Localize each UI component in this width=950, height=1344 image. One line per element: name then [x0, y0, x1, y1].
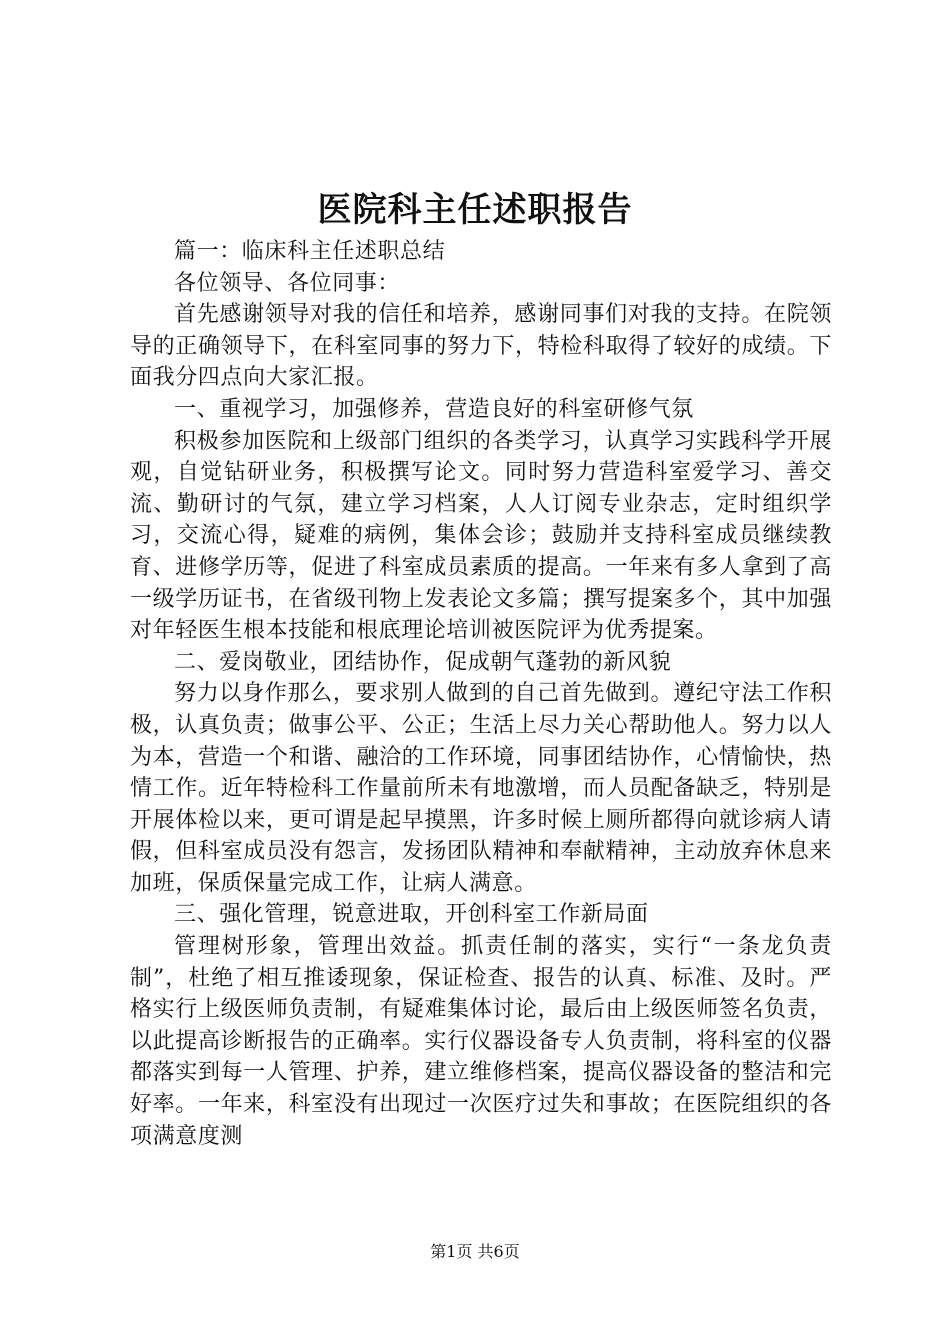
section-heading: 篇一：临床科主任述职总结 [174, 239, 446, 264]
section-heading: 二、爱岗敬业，团结协作，促成朝气蓬勃的新风貌 [174, 649, 672, 675]
page-footer: 第1页 共6页 [430, 1242, 520, 1261]
paragraph: 管理树形象，管理出效益。抓责任制的落实，实行“一条龙负责制”，杜绝了相互推诿现象，保证检查、报告的认真、标准、及时。严格实行上级医师负责制，有疑难集体讨论，最后由上级医师签名负责，以此提高诊断报告的正确率。实行仪器设备专人负责制，将科室的仪器都落实到每一人管理、护养，建立维修档案，提高仪器设备的整洁和完好率。一年来，科室没有出现过一次医疗过失和事故；在医院组织的各项满意度测 [130, 934, 832, 1149]
document-title: 医院科主任述职报告 [317, 190, 633, 230]
section-heading: 三、强化管理，锐意进取，开创科室工作新局面 [174, 902, 649, 928]
paragraph: 努力以身作那么，要求别人做到的自己首先做到。遵纪守法工作积极，认真负责；做事公平、公正；生活上尽力关心帮助他人。努力以人为本，营造一个和谐、融洽的工作环境，同事团结协作，心情愉快，热情工作。近年特检科工作量前所未有地激增，而人员配备缺乏，特别是开展体检以来，更可谓是起早摸黑，许多时候上厕所都得向就诊病人请假，但科室成员没有怨言，发扬团队精神和奉献精神，主动放弃休息来加班，保质保量完成工作，让病人满意。 [130, 681, 832, 896]
salutation: 各位领导、各位同事： [174, 270, 401, 296]
document-body [130, 236, 832, 1152]
section-heading: 一、重视学习，加强修养，营造良好的科室研修气氛 [174, 396, 694, 422]
paragraph: 积极参加医院和上级部门组织的各类学习，认真学习实践科学开展观，自觉钻研业务，积极撰写论文。同时努力营造科室爱学习、善交流、勤研讨的气氛，建立学习档案，人人订阅专业杂志，定时组织学习，交流心得，疑难的病例，集体会诊；鼓励并支持科室成员继续教育、进修学历等，促进了科室成员素质的提高。一年来有多人拿到了高一级学历证书，在省级刊物上发表论文多篇；撰写提案多个，其中加强对年轻医生根本技能和根底理论培训被医院评为优秀提案。 [130, 428, 832, 644]
paragraph: 首先感谢领导对我的信任和培养，感谢同事们对我的支持。在院领导的正确领导下，在科室同事的努力下，特检科取得了较好的成绩。下面我分四点向大家汇报。 [130, 302, 832, 391]
